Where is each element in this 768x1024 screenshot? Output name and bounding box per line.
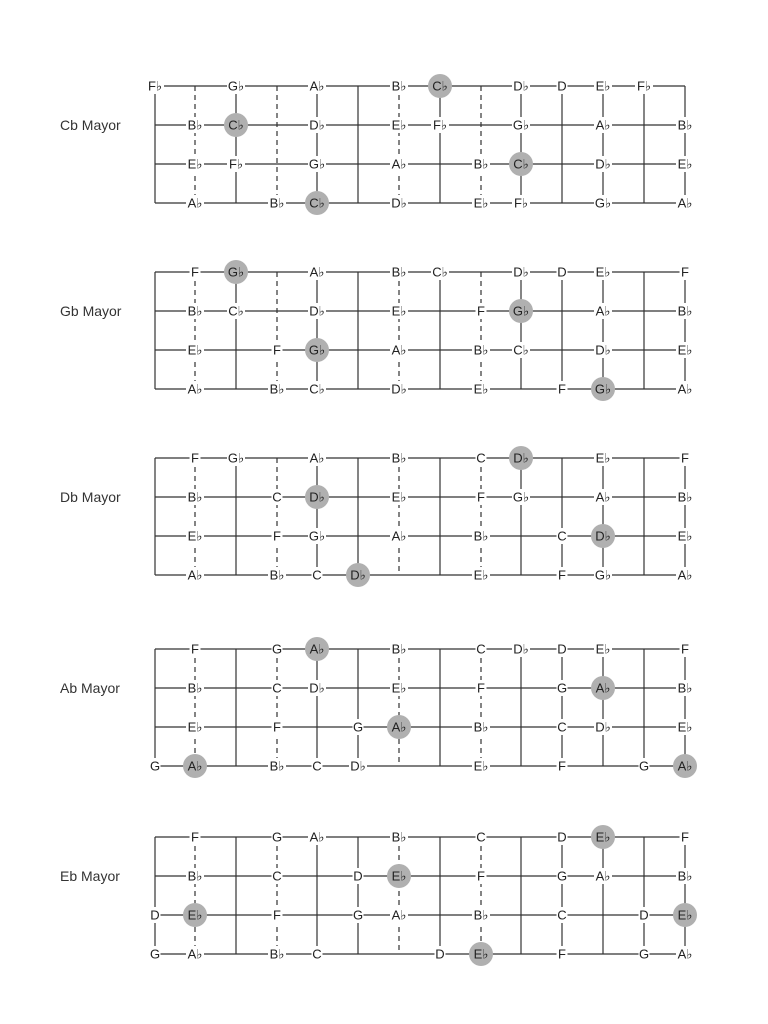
note-label: F <box>191 641 199 657</box>
note-label: A♭ <box>677 195 693 211</box>
root-note-label: E♭ <box>391 868 407 884</box>
note-label: D <box>557 264 567 280</box>
note-label: D <box>557 641 567 657</box>
scale-label: Gb Mayor <box>60 303 122 319</box>
note-label: E♭ <box>473 758 489 774</box>
note-label: B♭ <box>473 342 489 358</box>
note-label: F <box>477 303 485 319</box>
note-label: F <box>477 489 485 505</box>
note-label: F <box>681 829 689 845</box>
note-label: A♭ <box>595 868 611 884</box>
note-label: F♭ <box>513 195 529 211</box>
note-label: A♭ <box>391 528 407 544</box>
note-label: B♭ <box>677 868 693 884</box>
note-label: F <box>191 450 199 466</box>
scale-label: Cb Mayor <box>60 117 121 133</box>
note-label: C <box>557 528 567 544</box>
scale-label: Ab Mayor <box>60 680 120 696</box>
note-label: C <box>312 567 322 583</box>
note-label: D♭ <box>595 719 611 735</box>
note-label: C♭ <box>309 381 325 397</box>
note-label: A♭ <box>187 946 203 962</box>
note-label: B♭ <box>187 303 203 319</box>
scale-diagram <box>60 825 697 966</box>
scale-diagram <box>60 637 697 778</box>
note-label: E♭ <box>677 528 693 544</box>
note-label: B♭ <box>391 78 407 94</box>
note-label: B♭ <box>677 680 693 696</box>
note-label: E♭ <box>187 719 203 735</box>
note-label: E♭ <box>187 342 203 358</box>
note-label: B♭ <box>677 489 693 505</box>
root-note-label: E♭ <box>677 907 693 923</box>
note-label: E♭ <box>187 156 203 172</box>
note-label: C <box>476 829 486 845</box>
note-label: C♭ <box>513 342 529 358</box>
root-note-label: D♭ <box>513 450 529 466</box>
note-label: D♭ <box>309 117 325 133</box>
note-label: D <box>150 907 160 923</box>
note-label: E♭ <box>391 489 407 505</box>
scale-diagram <box>60 74 694 215</box>
scale-label: Db Mayor <box>60 489 121 505</box>
note-label: D♭ <box>513 641 529 657</box>
note-label: G <box>556 868 568 884</box>
note-label: D♭ <box>391 381 407 397</box>
note-label: C <box>557 907 567 923</box>
note-label: F <box>273 528 281 544</box>
root-note-label: G♭ <box>512 303 530 319</box>
note-label: E♭ <box>677 719 693 735</box>
note-label: B♭ <box>391 829 407 845</box>
note-label: A♭ <box>309 450 325 466</box>
note-label: D <box>639 907 649 923</box>
root-note-label: A♭ <box>595 680 611 696</box>
note-label: D♭ <box>391 195 407 211</box>
note-label: G♭ <box>308 156 326 172</box>
note-label: F <box>681 641 689 657</box>
note-label: B♭ <box>187 868 203 884</box>
note-label: G <box>271 641 283 657</box>
root-note-label: A♭ <box>677 758 693 774</box>
note-label: B♭ <box>187 117 203 133</box>
note-label: G <box>556 680 568 696</box>
note-label: D♭ <box>309 303 325 319</box>
note-label: G <box>271 829 283 845</box>
note-label: C♭ <box>228 303 244 319</box>
root-note-label: D♭ <box>350 567 366 583</box>
note-label: D♭ <box>309 680 325 696</box>
note-label: F <box>558 758 566 774</box>
note-label: C <box>557 719 567 735</box>
note-label: F♭ <box>432 117 448 133</box>
note-label: C♭ <box>432 264 448 280</box>
note-label: C <box>272 489 282 505</box>
note-label: E♭ <box>473 381 489 397</box>
note-label: F <box>558 381 566 397</box>
root-note-label: A♭ <box>187 758 203 774</box>
note-label: E♭ <box>595 641 611 657</box>
scale-diagram <box>60 260 694 401</box>
root-note-label: D♭ <box>309 489 325 505</box>
note-label: G♭ <box>227 78 245 94</box>
note-label: F <box>273 342 281 358</box>
note-label: G <box>638 758 650 774</box>
note-label: A♭ <box>595 303 611 319</box>
note-label: F <box>273 907 281 923</box>
note-label: E♭ <box>595 450 611 466</box>
scale-label: Eb Mayor <box>60 868 120 884</box>
root-note-label: C♭ <box>309 195 325 211</box>
note-label: A♭ <box>391 156 407 172</box>
note-label: B♭ <box>677 117 693 133</box>
note-label: G♭ <box>308 528 326 544</box>
note-label: E♭ <box>391 117 407 133</box>
scale-diagram <box>60 446 694 587</box>
note-label: F♭ <box>636 78 652 94</box>
note-label: B♭ <box>269 381 285 397</box>
note-label: E♭ <box>677 342 693 358</box>
note-label: B♭ <box>473 528 489 544</box>
note-label: E♭ <box>473 195 489 211</box>
note-label: F <box>477 680 485 696</box>
root-note-label: E♭ <box>595 829 611 845</box>
root-note-label: C♭ <box>228 117 244 133</box>
note-label: D♭ <box>513 78 529 94</box>
root-note-label: E♭ <box>473 946 489 962</box>
note-label: A♭ <box>309 829 325 845</box>
note-label: A♭ <box>677 381 693 397</box>
note-label: B♭ <box>391 641 407 657</box>
note-label: B♭ <box>473 719 489 735</box>
note-label: D <box>435 946 445 962</box>
note-label: B♭ <box>269 758 285 774</box>
note-label: A♭ <box>187 567 203 583</box>
note-label: B♭ <box>677 303 693 319</box>
root-note-label: G♭ <box>308 342 326 358</box>
note-label: B♭ <box>473 907 489 923</box>
note-label: G♭ <box>594 567 612 583</box>
note-label: E♭ <box>391 680 407 696</box>
note-label: G <box>352 907 364 923</box>
note-label: A♭ <box>595 117 611 133</box>
note-label: F <box>558 946 566 962</box>
note-label: A♭ <box>391 342 407 358</box>
note-label: D <box>353 868 363 884</box>
note-label: F♭ <box>147 78 163 94</box>
note-label: E♭ <box>391 303 407 319</box>
root-note-label: D♭ <box>595 528 611 544</box>
note-label: G <box>352 719 364 735</box>
root-note-label: G♭ <box>594 381 612 397</box>
note-label: D♭ <box>513 264 529 280</box>
note-label: A♭ <box>309 78 325 94</box>
root-note-label: E♭ <box>187 907 203 923</box>
note-label: G <box>638 946 650 962</box>
note-label: A♭ <box>595 489 611 505</box>
root-note-label: A♭ <box>309 641 325 657</box>
note-label: E♭ <box>677 156 693 172</box>
note-label: D♭ <box>350 758 366 774</box>
note-label: C <box>476 641 486 657</box>
note-label: C <box>272 868 282 884</box>
note-label: G♭ <box>512 489 530 505</box>
note-label: G♭ <box>227 450 245 466</box>
note-label: B♭ <box>269 195 285 211</box>
note-label: B♭ <box>473 156 489 172</box>
note-label: F♭ <box>228 156 244 172</box>
note-label: D♭ <box>595 342 611 358</box>
note-label: F <box>273 719 281 735</box>
root-note-label: C♭ <box>513 156 529 172</box>
note-label: C <box>312 758 322 774</box>
note-label: A♭ <box>187 195 203 211</box>
note-label: G♭ <box>512 117 530 133</box>
note-label: F <box>558 567 566 583</box>
note-label: F <box>477 868 485 884</box>
note-label: F <box>191 829 199 845</box>
note-label: G <box>149 758 161 774</box>
note-label: C <box>272 680 282 696</box>
note-label: B♭ <box>187 489 203 505</box>
note-label: A♭ <box>677 567 693 583</box>
note-label: F <box>191 264 199 280</box>
note-label: D <box>557 829 567 845</box>
root-note-label: G♭ <box>227 264 245 280</box>
note-label: D <box>557 78 567 94</box>
note-label: E♭ <box>187 528 203 544</box>
note-label: E♭ <box>595 78 611 94</box>
note-label: A♭ <box>309 264 325 280</box>
root-note-label: C♭ <box>432 78 448 94</box>
note-label: B♭ <box>391 450 407 466</box>
note-label: C <box>476 450 486 466</box>
root-note-label: A♭ <box>391 719 407 735</box>
note-label: B♭ <box>187 680 203 696</box>
note-label: C <box>312 946 322 962</box>
note-label: G♭ <box>594 195 612 211</box>
note-label: A♭ <box>677 946 693 962</box>
note-label: B♭ <box>391 264 407 280</box>
note-label: B♭ <box>269 567 285 583</box>
note-label: D♭ <box>595 156 611 172</box>
note-label: E♭ <box>473 567 489 583</box>
note-label: F <box>681 264 689 280</box>
note-label: A♭ <box>187 381 203 397</box>
note-label: G <box>149 946 161 962</box>
note-label: E♭ <box>595 264 611 280</box>
note-label: F <box>681 450 689 466</box>
note-label: B♭ <box>269 946 285 962</box>
note-label: A♭ <box>391 907 407 923</box>
